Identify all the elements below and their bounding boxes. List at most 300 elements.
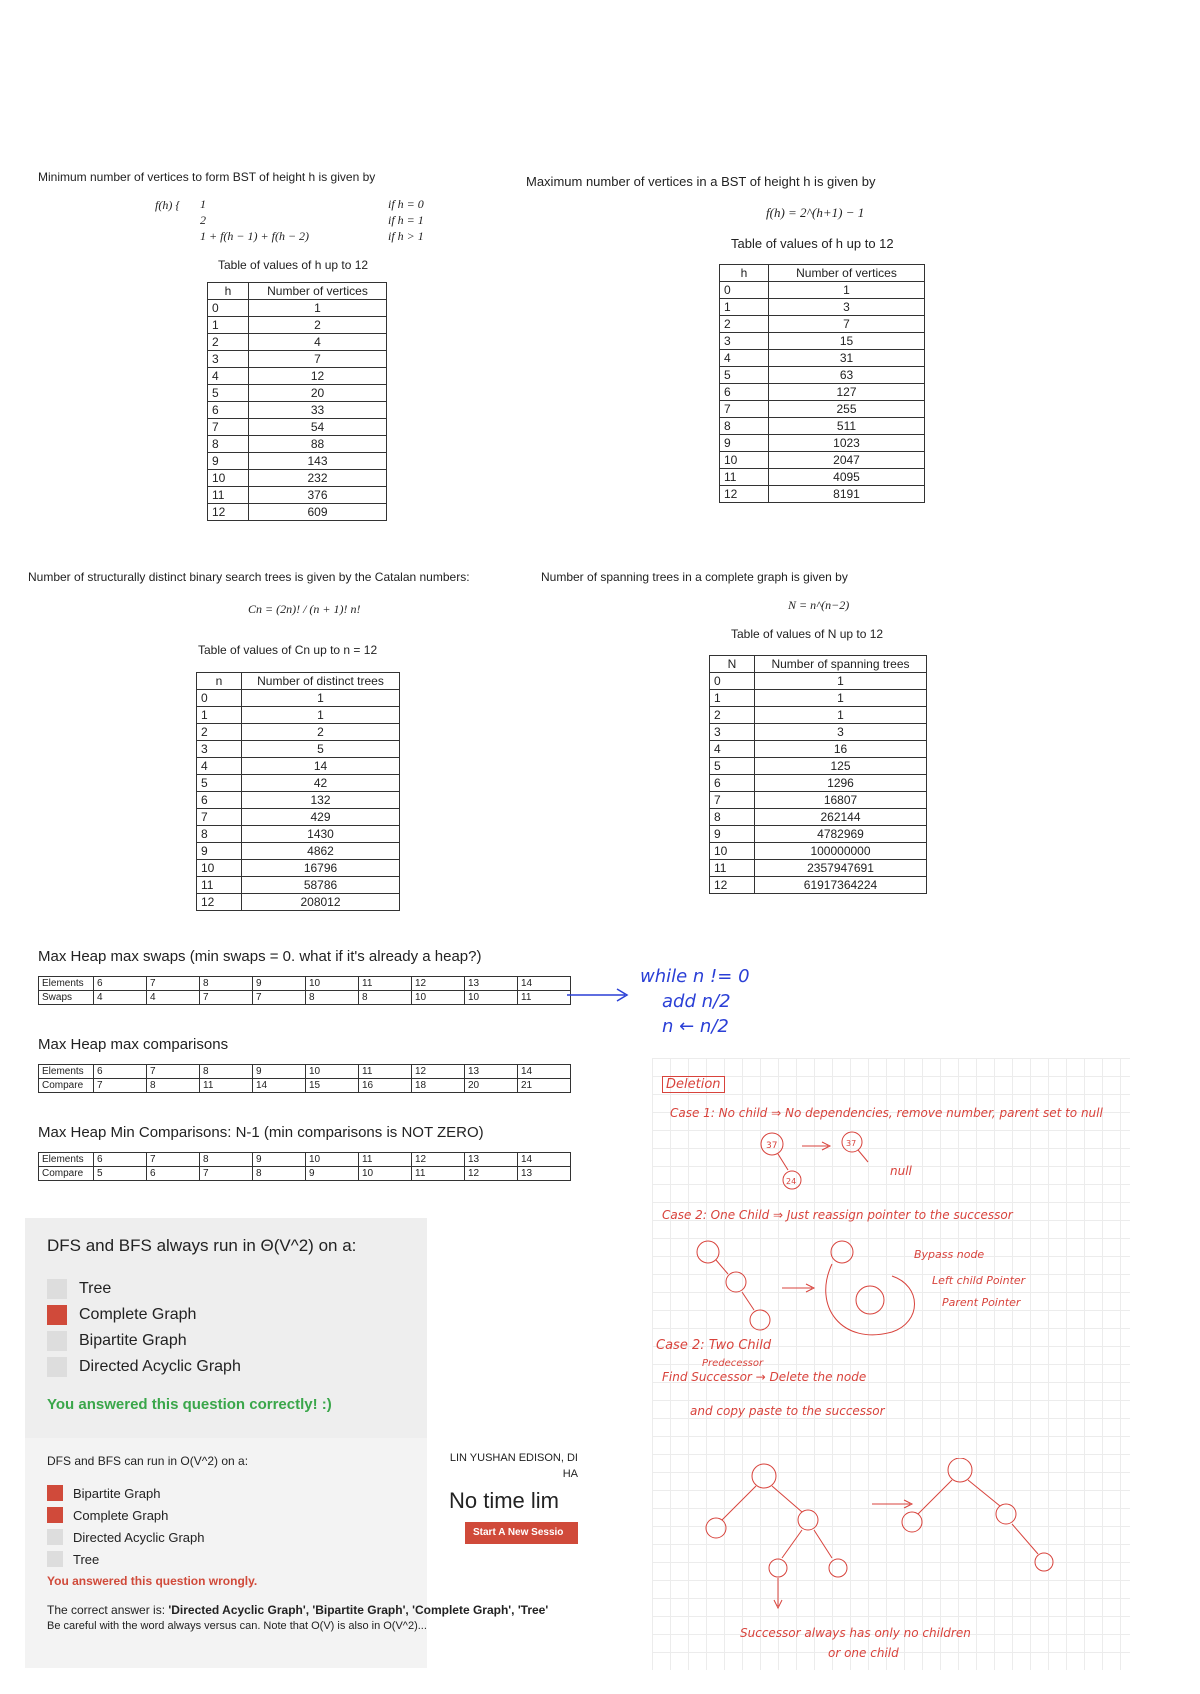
heap-row-label: Elements bbox=[39, 1065, 94, 1079]
heap-row-label: Compare bbox=[39, 1079, 94, 1093]
table-row bbox=[208, 334, 387, 351]
deletion-case2: Case 2: One Child ⇒ Just reassign pointer to the successor bbox=[662, 1208, 1013, 1222]
checkbox[interactable] bbox=[47, 1551, 63, 1567]
row-index: 4 bbox=[197, 758, 242, 775]
row-value: 232 bbox=[249, 470, 387, 487]
row-value: 262144 bbox=[755, 809, 927, 826]
option-label: Directed Acyclic Graph bbox=[79, 1358, 241, 1375]
heap-row bbox=[39, 1153, 571, 1167]
row-value: 20 bbox=[249, 385, 387, 402]
node-label: 37 bbox=[846, 1139, 857, 1148]
row-index: 3 bbox=[720, 333, 769, 350]
row-value: 58786 bbox=[242, 877, 400, 894]
row-value: 100000000 bbox=[755, 843, 927, 860]
row-index: 0 bbox=[208, 300, 249, 317]
table-row bbox=[197, 741, 400, 758]
row-value: 8191 bbox=[769, 486, 925, 503]
table-row bbox=[720, 367, 925, 384]
table-row bbox=[710, 809, 927, 826]
session-headline: No time lim bbox=[449, 1488, 560, 1513]
row-value: 2357947691 bbox=[755, 860, 927, 877]
table-row bbox=[208, 368, 387, 385]
option-label: Bipartite Graph bbox=[79, 1332, 187, 1349]
loop-note-line3: n ← n/2 bbox=[662, 1016, 729, 1037]
quiz-always-option-complete[interactable] bbox=[47, 1302, 241, 1328]
bypass-note: Bypass node bbox=[914, 1248, 985, 1261]
row-value: 1 bbox=[769, 282, 925, 299]
row-value: 16 bbox=[755, 741, 927, 758]
table-row bbox=[197, 843, 400, 860]
bst-max-caption: Maximum number of vertices in a BST of height h is given by bbox=[526, 174, 876, 189]
row-index: 8 bbox=[710, 809, 755, 826]
row-value: 255 bbox=[769, 401, 925, 418]
row-value: 2 bbox=[242, 724, 400, 741]
table-row bbox=[197, 860, 400, 877]
heap-cell: 7 bbox=[94, 1079, 147, 1093]
row-value: 1023 bbox=[769, 435, 925, 452]
correct-answer-value: 'Directed Acyclic Graph', 'Bipartite Graph', 'Complete Graph', 'Tree' bbox=[168, 1603, 549, 1617]
row-index: 10 bbox=[720, 452, 769, 469]
heap-cell: 7 bbox=[147, 1153, 200, 1167]
case-1: 2 bbox=[200, 213, 206, 227]
table-row bbox=[720, 333, 925, 350]
table-row bbox=[208, 470, 387, 487]
row-value: 12 bbox=[249, 368, 387, 385]
heap-cell: 8 bbox=[359, 991, 412, 1005]
header-value: Number of distinct trees bbox=[242, 673, 400, 690]
quiz-can-options bbox=[47, 1482, 205, 1570]
row-value: 33 bbox=[249, 402, 387, 419]
spanning-formula: N = n^(n−2) bbox=[788, 598, 850, 612]
table-row bbox=[197, 877, 400, 894]
table-row bbox=[710, 843, 927, 860]
heap-cell: 8 bbox=[200, 977, 253, 991]
table-row bbox=[208, 436, 387, 453]
heap-cell: 14 bbox=[518, 1065, 571, 1079]
checkbox[interactable] bbox=[47, 1331, 67, 1351]
row-index: 2 bbox=[720, 316, 769, 333]
cond-0: if h = 0 bbox=[388, 197, 424, 211]
row-index: 7 bbox=[710, 792, 755, 809]
row-value: 132 bbox=[242, 792, 400, 809]
table-row bbox=[197, 792, 400, 809]
row-value: 4 bbox=[249, 334, 387, 351]
row-value: 5 bbox=[242, 741, 400, 758]
row-index: 2 bbox=[208, 334, 249, 351]
heap-cell: 12 bbox=[465, 1167, 518, 1181]
heap-row bbox=[39, 1167, 571, 1181]
table-row bbox=[710, 826, 927, 843]
option-label: Complete Graph bbox=[79, 1306, 197, 1323]
row-index: 9 bbox=[208, 453, 249, 470]
row-value: 1 bbox=[755, 690, 927, 707]
row-index: 0 bbox=[197, 690, 242, 707]
table-row bbox=[208, 504, 387, 521]
heap-cell: 7 bbox=[253, 991, 306, 1005]
row-value: 1296 bbox=[755, 775, 927, 792]
session-user: LIN YUSHAN EDISON, DI bbox=[449, 1452, 578, 1464]
spanning-table-caption: Table of values of N up to 12 bbox=[731, 627, 884, 641]
row-index: 4 bbox=[710, 741, 755, 758]
heap-cell: 5 bbox=[94, 1167, 147, 1181]
case-2: 1 + f(h − 1) + f(h − 2) bbox=[200, 229, 310, 243]
heap-cell: 11 bbox=[200, 1079, 253, 1093]
row-index: 0 bbox=[720, 282, 769, 299]
header-index: h bbox=[208, 283, 249, 300]
row-value: 2047 bbox=[769, 452, 925, 469]
row-value: 1 bbox=[755, 707, 927, 724]
table-row bbox=[197, 758, 400, 775]
quiz-can-option-bipartite[interactable] bbox=[47, 1482, 205, 1504]
quiz-always-option-tree[interactable] bbox=[47, 1276, 241, 1302]
row-index: 6 bbox=[710, 775, 755, 792]
quiz-always-option-bipartite[interactable] bbox=[47, 1328, 241, 1354]
row-index: 4 bbox=[208, 368, 249, 385]
row-value: 16807 bbox=[755, 792, 927, 809]
row-index: 4 bbox=[720, 350, 769, 367]
table-row bbox=[197, 894, 400, 911]
heap-cell: 6 bbox=[94, 1153, 147, 1167]
checkbox-checked[interactable] bbox=[47, 1305, 67, 1325]
heap-cell: 10 bbox=[465, 991, 518, 1005]
row-index: 6 bbox=[720, 384, 769, 401]
heap-cell: 7 bbox=[200, 991, 253, 1005]
loop-note bbox=[640, 964, 750, 1039]
header-index: N bbox=[710, 656, 755, 673]
table-row bbox=[710, 792, 927, 809]
quiz-can-option-complete[interactable] bbox=[47, 1504, 205, 1526]
table-row bbox=[720, 401, 925, 418]
heap-cell: 9 bbox=[253, 1065, 306, 1079]
table-row bbox=[208, 453, 387, 470]
header-value: Number of spanning trees bbox=[755, 656, 927, 673]
table-row bbox=[197, 809, 400, 826]
bst-min-table-caption: Table of values of h up to 12 bbox=[218, 258, 369, 272]
heap-cell: 6 bbox=[94, 1065, 147, 1079]
row-index: 12 bbox=[710, 877, 755, 894]
row-index: 0 bbox=[710, 673, 755, 690]
heap-row-label: Swaps bbox=[39, 991, 94, 1005]
deletion-footer1: Successor always has only no children bbox=[740, 1626, 971, 1640]
checkbox-checked[interactable] bbox=[47, 1507, 63, 1523]
table-row bbox=[208, 317, 387, 334]
arrow-right-icon bbox=[565, 985, 635, 1005]
header-index: h bbox=[720, 265, 769, 282]
row-index: 2 bbox=[710, 707, 755, 724]
quiz-always-option-dag[interactable] bbox=[47, 1354, 241, 1380]
row-value: 2 bbox=[249, 317, 387, 334]
table-row bbox=[720, 469, 925, 486]
heap-cell: 15 bbox=[306, 1079, 359, 1093]
checkbox[interactable] bbox=[47, 1357, 67, 1377]
heap-cell: 10 bbox=[306, 1153, 359, 1167]
case1-null: null bbox=[890, 1164, 912, 1178]
row-index: 11 bbox=[720, 469, 769, 486]
row-value: 15 bbox=[769, 333, 925, 350]
checkbox[interactable] bbox=[47, 1529, 63, 1545]
table-row bbox=[710, 775, 927, 792]
heap-cell: 11 bbox=[359, 1065, 412, 1079]
heap-cell: 8 bbox=[253, 1167, 306, 1181]
table-row bbox=[710, 860, 927, 877]
table-row bbox=[720, 282, 925, 299]
loop-note-line2: add n/2 bbox=[662, 991, 731, 1012]
table-row bbox=[720, 350, 925, 367]
table-row bbox=[710, 673, 927, 690]
deletion-title: Deletion bbox=[662, 1076, 725, 1093]
quiz-always-question: DFS and BFS always run in Θ(V^2) on a: bbox=[47, 1236, 357, 1255]
row-index: 7 bbox=[208, 419, 249, 436]
heap-cell: 10 bbox=[412, 991, 465, 1005]
row-index: 9 bbox=[720, 435, 769, 452]
row-value: 429 bbox=[242, 809, 400, 826]
row-index: 1 bbox=[710, 690, 755, 707]
bst-max-table-caption: Table of values of h up to 12 bbox=[731, 236, 894, 251]
heap-cell: 11 bbox=[359, 1153, 412, 1167]
table-row bbox=[720, 384, 925, 401]
table-row bbox=[720, 299, 925, 316]
bst-min-caption: Minimum number of vertices to form BST of height h is given by bbox=[38, 170, 376, 184]
predecessor-note: Predecessor bbox=[702, 1358, 764, 1369]
node-label: 37 bbox=[766, 1141, 778, 1151]
heap-row bbox=[39, 991, 571, 1005]
quiz-can-question: DFS and BFS can run in O(V^2) on a: bbox=[47, 1454, 249, 1468]
heap-cell: 20 bbox=[465, 1079, 518, 1093]
row-value: 7 bbox=[769, 316, 925, 333]
heap-cell: 13 bbox=[518, 1167, 571, 1181]
option-label: Tree bbox=[79, 1280, 112, 1297]
row-index: 12 bbox=[720, 486, 769, 503]
loop-note-line1: while n != 0 bbox=[640, 966, 750, 987]
deletion-footer2: or one child bbox=[828, 1646, 899, 1660]
row-value: 14 bbox=[242, 758, 400, 775]
spanning-table bbox=[709, 655, 927, 894]
quiz-can-note: Be careful with the word always versus can. Note that O(V) is also in O(V^2)... bbox=[47, 1620, 427, 1632]
row-value: 376 bbox=[249, 487, 387, 504]
heap-min-cmp-title: Max Heap Min Comparisons: N-1 (min comparisons is NOT ZERO) bbox=[38, 1124, 484, 1141]
row-value: 7 bbox=[249, 351, 387, 368]
row-value: 511 bbox=[769, 418, 925, 435]
table-header-row bbox=[208, 283, 387, 300]
start-session-button[interactable]: Start A New Sessio bbox=[465, 1522, 578, 1544]
option-label: Bipartite Graph bbox=[73, 1485, 161, 1501]
heap-cell: 13 bbox=[465, 1065, 518, 1079]
heap-cell: 12 bbox=[412, 977, 465, 991]
table-header-row bbox=[197, 673, 400, 690]
heap-cell: 10 bbox=[306, 1065, 359, 1079]
table-row bbox=[208, 351, 387, 368]
table-row bbox=[197, 775, 400, 792]
checkbox-checked[interactable] bbox=[47, 1485, 63, 1501]
case1-diagram bbox=[752, 1130, 902, 1200]
table-row bbox=[720, 435, 925, 452]
header-value: Number of vertices bbox=[769, 265, 925, 282]
table-row bbox=[208, 402, 387, 419]
heap-cell: 9 bbox=[253, 977, 306, 991]
parent-pointer-note: Parent Pointer bbox=[942, 1296, 1021, 1309]
row-value: 4095 bbox=[769, 469, 925, 486]
heap-cell: 9 bbox=[306, 1167, 359, 1181]
table-row bbox=[720, 316, 925, 333]
catalan-table bbox=[196, 672, 400, 911]
table-row bbox=[208, 300, 387, 317]
option-label: Complete Graph bbox=[73, 1507, 169, 1523]
row-index: 11 bbox=[710, 860, 755, 877]
row-index: 3 bbox=[710, 724, 755, 741]
row-value: 3 bbox=[755, 724, 927, 741]
row-index: 5 bbox=[208, 385, 249, 402]
heap-row bbox=[39, 1065, 571, 1079]
checkbox[interactable] bbox=[47, 1279, 67, 1299]
row-value: 16796 bbox=[242, 860, 400, 877]
node-label: 24 bbox=[786, 1177, 797, 1186]
heap-cell: 6 bbox=[94, 977, 147, 991]
heap-cell: 8 bbox=[200, 1065, 253, 1079]
table-row bbox=[710, 758, 927, 775]
heap-cell: 14 bbox=[518, 977, 571, 991]
table-header-row bbox=[710, 656, 927, 673]
table-row bbox=[710, 724, 927, 741]
heap-cell: 4 bbox=[94, 991, 147, 1005]
heap-cell: 10 bbox=[306, 977, 359, 991]
row-index: 2 bbox=[197, 724, 242, 741]
quiz-can-feedback: You answered this question wrongly. bbox=[47, 1574, 258, 1588]
row-index: 11 bbox=[197, 877, 242, 894]
row-index: 10 bbox=[710, 843, 755, 860]
left-pointer-note: Left child Pointer bbox=[932, 1274, 1026, 1287]
row-index: 7 bbox=[720, 401, 769, 418]
row-index: 9 bbox=[710, 826, 755, 843]
quiz-can-option-dag[interactable] bbox=[47, 1526, 205, 1548]
row-value: 208012 bbox=[242, 894, 400, 911]
quiz-always-panel bbox=[25, 1218, 427, 1438]
session-user-2: HA bbox=[562, 1468, 578, 1480]
bst-min-table bbox=[207, 282, 387, 521]
row-value: 63 bbox=[769, 367, 925, 384]
row-index: 5 bbox=[720, 367, 769, 384]
heap-cell: 4 bbox=[147, 991, 200, 1005]
heap-cell: 7 bbox=[200, 1167, 253, 1181]
row-value: 4782969 bbox=[755, 826, 927, 843]
heap-cell: 12 bbox=[412, 1065, 465, 1079]
row-value: 143 bbox=[249, 453, 387, 470]
quiz-always-options bbox=[47, 1276, 241, 1380]
heap-row bbox=[39, 1079, 571, 1093]
row-index: 6 bbox=[197, 792, 242, 809]
heap-row-label: Elements bbox=[39, 977, 94, 991]
table-row bbox=[710, 741, 927, 758]
heap-row-label: Compare bbox=[39, 1167, 94, 1181]
table-row bbox=[710, 877, 927, 894]
table-row bbox=[720, 452, 925, 469]
spanning-caption: Number of spanning trees in a complete graph is given by bbox=[541, 570, 848, 584]
row-value: 54 bbox=[249, 419, 387, 436]
heap-cell: 11 bbox=[518, 991, 571, 1005]
row-value: 1 bbox=[755, 673, 927, 690]
row-index: 10 bbox=[197, 860, 242, 877]
deletion-case3b: Find Successor → Delete the node bbox=[662, 1370, 867, 1384]
row-index: 12 bbox=[197, 894, 242, 911]
heap-cell: 14 bbox=[518, 1153, 571, 1167]
heap-cell: 6 bbox=[147, 1167, 200, 1181]
row-index: 8 bbox=[720, 418, 769, 435]
quiz-can-option-tree[interactable] bbox=[47, 1548, 205, 1570]
heap-cell: 11 bbox=[359, 977, 412, 991]
table-row bbox=[197, 690, 400, 707]
row-value: 31 bbox=[769, 350, 925, 367]
heap-max-cmp-title: Max Heap max comparisons bbox=[38, 1036, 229, 1053]
correct-prefix: The correct answer is: bbox=[47, 1603, 166, 1617]
row-value: 1 bbox=[249, 300, 387, 317]
row-index: 5 bbox=[197, 775, 242, 792]
heap-cell: 10 bbox=[359, 1167, 412, 1181]
header-index: n bbox=[197, 673, 242, 690]
row-value: 3 bbox=[769, 299, 925, 316]
table-row bbox=[197, 724, 400, 741]
heap-cell: 16 bbox=[359, 1079, 412, 1093]
row-index: 9 bbox=[197, 843, 242, 860]
quiz-can-panel bbox=[25, 1438, 578, 1668]
catalan-formula: Cn = (2n)! / (n + 1)! n! bbox=[248, 602, 361, 616]
heap-cell: 14 bbox=[253, 1079, 306, 1093]
heap-cell: 12 bbox=[412, 1153, 465, 1167]
table-row bbox=[710, 690, 927, 707]
header-value: Number of vertices bbox=[249, 283, 387, 300]
row-index: 1 bbox=[197, 707, 242, 724]
option-label: Tree bbox=[73, 1551, 100, 1567]
deletion-notes-panel bbox=[652, 1058, 1130, 1670]
row-index: 12 bbox=[208, 504, 249, 521]
row-index: 1 bbox=[720, 299, 769, 316]
case-0: 1 bbox=[200, 197, 206, 211]
catalan-table-caption: Table of values of Cn up to n = 12 bbox=[198, 643, 378, 657]
quiz-can-correct-answer bbox=[47, 1603, 567, 1617]
deletion-case3c: and copy paste to the successor bbox=[690, 1404, 885, 1418]
heap-cell: 7 bbox=[147, 977, 200, 991]
quiz-always-feedback: You answered this question correctly! :) bbox=[47, 1396, 332, 1413]
catalan-caption: Number of structurally distinct binary search trees is given by the Catalan numbers: bbox=[28, 570, 470, 584]
heap-cell: 18 bbox=[412, 1079, 465, 1093]
heap-cell: 13 bbox=[465, 1153, 518, 1167]
table-row bbox=[710, 707, 927, 724]
row-index: 1 bbox=[208, 317, 249, 334]
table-row bbox=[208, 385, 387, 402]
case3-diagram bbox=[682, 1458, 1102, 1618]
row-index: 8 bbox=[197, 826, 242, 843]
row-index: 5 bbox=[710, 758, 755, 775]
table-header-row bbox=[720, 265, 925, 282]
heap-swaps-title: Max Heap max swaps (min swaps = 0. what if it's already a heap?) bbox=[38, 948, 482, 965]
heap-cell: 7 bbox=[147, 1065, 200, 1079]
row-value: 88 bbox=[249, 436, 387, 453]
heap-max-cmp-table bbox=[38, 1064, 571, 1093]
heap-row-label: Elements bbox=[39, 1153, 94, 1167]
table-row bbox=[197, 826, 400, 843]
heap-row bbox=[39, 977, 571, 991]
heap-cell: 9 bbox=[253, 1153, 306, 1167]
table-row bbox=[208, 419, 387, 436]
row-value: 1 bbox=[242, 707, 400, 724]
heap-cell: 21 bbox=[518, 1079, 571, 1093]
bst-min-formula-lhs: f(h) { bbox=[155, 198, 181, 212]
cond-2: if h > 1 bbox=[388, 229, 424, 243]
heap-cell: 8 bbox=[200, 1153, 253, 1167]
cond-1: if h = 1 bbox=[388, 213, 424, 227]
row-value: 1 bbox=[242, 690, 400, 707]
row-index: 10 bbox=[208, 470, 249, 487]
heap-cell: 11 bbox=[412, 1167, 465, 1181]
row-index: 8 bbox=[208, 436, 249, 453]
